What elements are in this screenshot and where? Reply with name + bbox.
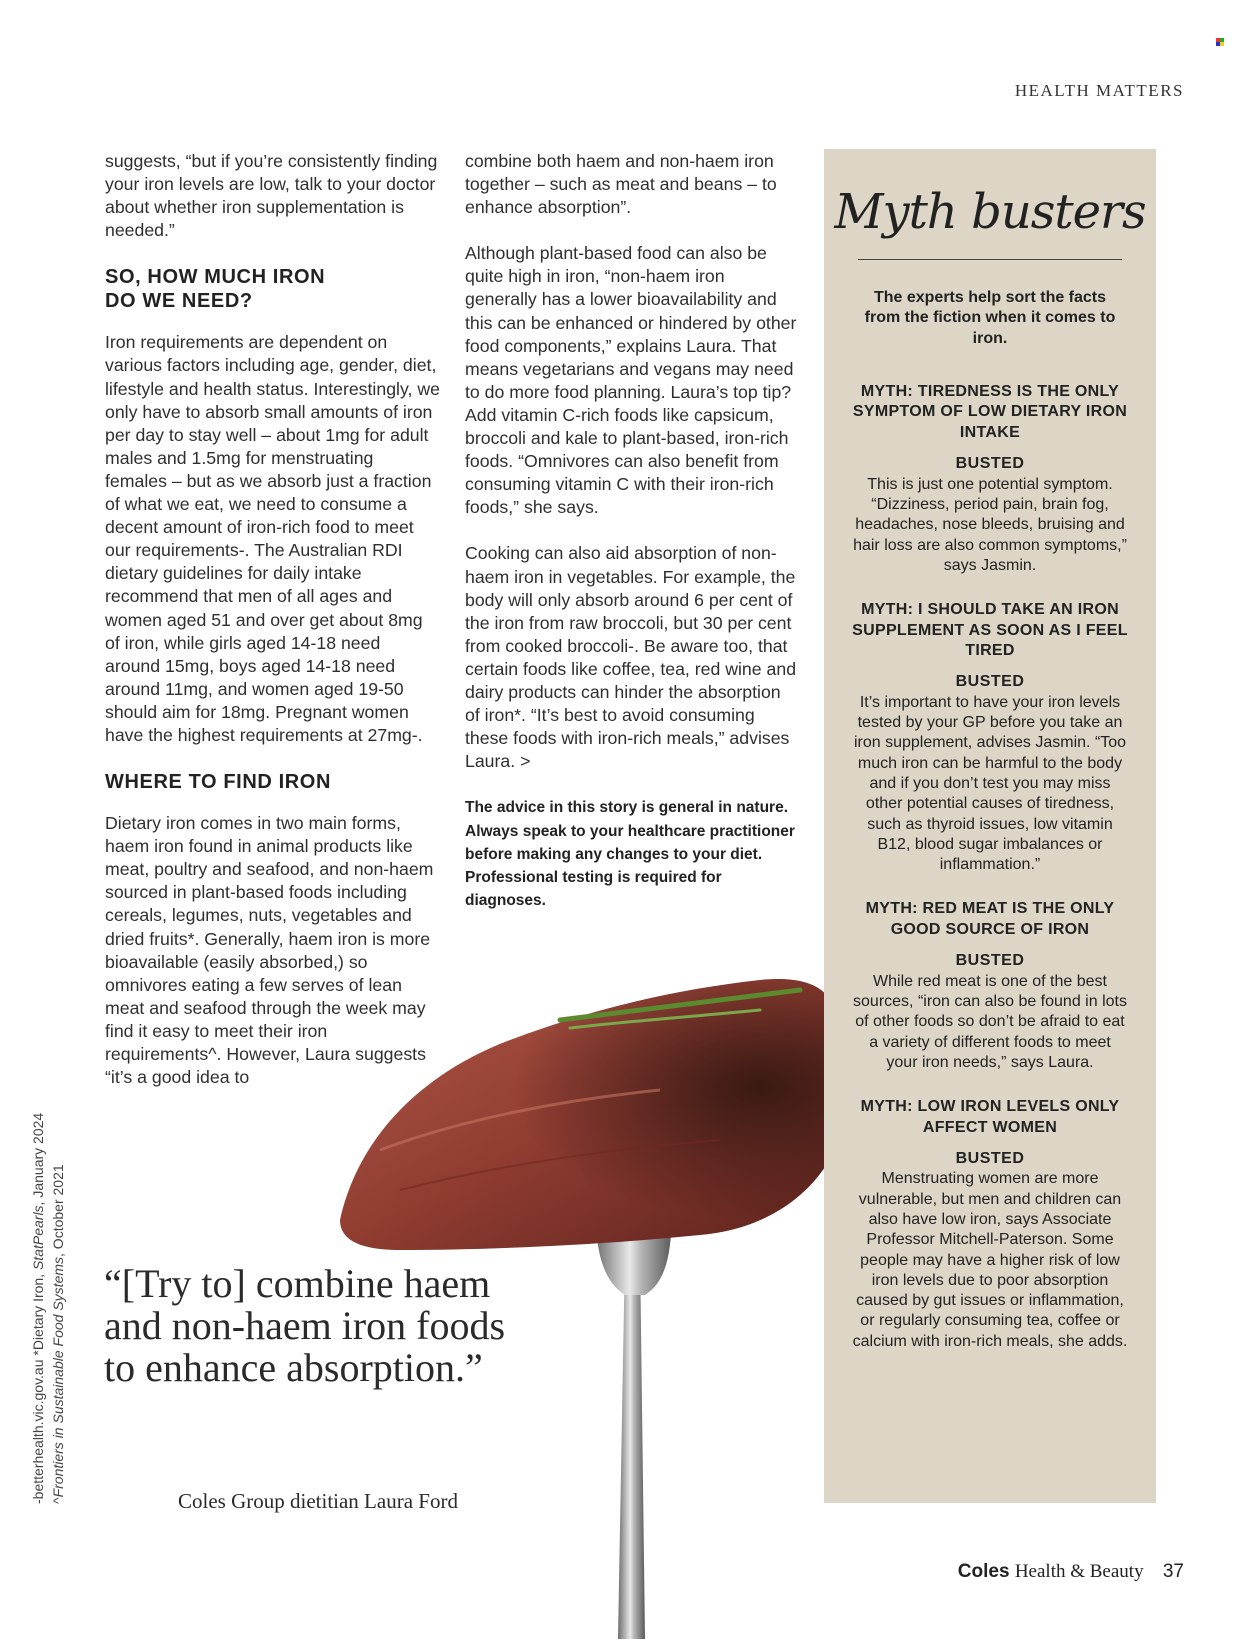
myth-item xyxy=(852,382,1128,576)
color-bar-mark xyxy=(1216,33,1224,41)
subheading: WHERE TO FIND IRON xyxy=(105,771,331,794)
disclaimer: The advice in this story is general in nature. Always speak to your healthcare practitioner before making any changes to your diet. Professional testing is required for diagnoses. xyxy=(465,799,795,910)
myth-item xyxy=(852,1097,1128,1352)
section-label: HEALTH MATTERS xyxy=(1014,81,1184,100)
footnotes xyxy=(28,1064,68,1504)
pull-quote: “[Try to] combine haem and non-haem iron foods to enhance absorption.” xyxy=(104,1261,506,1390)
myth-title: MYTH: RED MEAT IS THE ONLY GOOD SOURCE OF IRON xyxy=(865,900,1115,938)
myth-body: It’s important to have your iron levels tested by your GP before you take an iron supplement, advises Jasmin. “Too much iron can be harmful to the body and if you don’t test you may miss other potential causes of tiredness, such as thyroid issues, low vitamin B12, blood sugar imbalances or inflammation.” xyxy=(853,693,1127,874)
page-footer xyxy=(958,1561,1184,1583)
myth-verdict: BUSTED xyxy=(955,673,1025,691)
subheading: SO, HOW MUCH IRON DO WE NEED? xyxy=(105,266,326,313)
pull-quote-attribution: Coles Group dietitian Laura Ford xyxy=(178,1489,458,1513)
myth-title: MYTH: TIREDNESS IS THE ONLY SYMPTOM OF LOW DIETARY IRON INTAKE xyxy=(852,383,1128,441)
paragraph: combine both haem and non-haem iron together – such as meat and beans – to enhance absorption”. xyxy=(465,151,777,218)
sidebar-title: Myth busters xyxy=(834,184,1146,240)
footnote-line: ^Frontiers in Sustainable Food Systems, October 2021 xyxy=(50,1164,66,1504)
myth-title: MYTH: I SHOULD TAKE AN IRON SUPPLEMENT AS SOON AS I FEEL TIRED xyxy=(852,601,1128,659)
myth-item xyxy=(852,899,1128,1073)
paragraph: Although plant-based food can also be quite high in iron, “non-haem iron generally has a lower bioavailability and this can be enhanced or hindered by other food components,” explains Laura. That means vegetarians and vegans may need to do more food planning. Laura’s top tip? Add vitamin C-rich foods like capsicum, broccoli and kale to plant-based, iron-rich foods. “Omnivores can also benefit from consuming vitamin C with their iron-rich foods,” she says. xyxy=(465,243,797,518)
footer-tagline: Health & Beauty xyxy=(1014,1561,1144,1582)
paragraph: Iron requirements are dependent on various factors including age, gender, diet, lifestyle and health status. Interestingly, we only have to absorb small amounts of iron per day to stay well – about 1mg for adult males and 1.5mg for menstruating females – but as we absorb just a fraction of what we eat, we need to consume a decent amount of iron-rich food to meet our requirements-. The Australian RDI dietary guidelines for daily intake recommend that men of all ages and women aged 51 and over get about 8mg of iron, while girls aged 14-18 need around 15mg, boys aged 14-18 need around 11mg, and women aged 19-50 should aim for 18mg. Pregnant women have the highest requirements at 27mg-. xyxy=(105,332,440,745)
myth-verdict: BUSTED xyxy=(955,952,1025,970)
myth-body: Menstruating women are more vulnerable, but men and children can also have low iron, says Associate Professor Mitchell-Paterson. Some people may have a higher risk of low iron levels due to poor absorption caused by gut issues or inflammation, or regularly consuming tea, coffee or calcium with iron-rich meals, she adds. xyxy=(852,1170,1128,1350)
myth-verdict: BUSTED xyxy=(955,455,1025,473)
myth-verdict: BUSTED xyxy=(955,1149,1025,1167)
article-column-2 xyxy=(465,150,800,912)
myth-busters-sidebar xyxy=(824,149,1156,1503)
myth-title: MYTH: LOW IRON LEVELS ONLY AFFECT WOMEN xyxy=(860,1098,1120,1136)
sidebar-intro: The experts help sort the facts from the fiction when it comes to iron. xyxy=(864,289,1116,347)
divider xyxy=(858,259,1122,260)
footnote-line: -betterhealth.vic.gov.au *Dietary Iron, StatPearls, January 2024 xyxy=(30,1112,46,1504)
paragraph: suggests, “but if you’re consistently finding your iron levels are low, talk to your doctor about whether iron supplementation is needed.” xyxy=(105,151,438,241)
paragraph: Dietary iron comes in two main forms, haem iron found in animal products like meat, poultry and seafood, and non-haem sourced in plant-based foods including cereals, legumes, nuts, vegetables and dried fruits*. Generally, haem iron is more bioavailable (easily absorbed,) so omnivores eating a few serves of lean meat and seafood through the week may find it easy to meet their iron requirements^. However, Laura suggests “it’s a good idea to xyxy=(105,813,434,1088)
paragraph: Cooking can also aid absorption of non-haem iron in vegetables. For example, the body will only absorb around 6 per cent of the iron from raw broccoli, but 30 per cent from cooked broccoli-. Be aware too, that certain foods like coffee, tea, red wine and dairy products can hinder the absorption of iron*. “It’s best to avoid consuming these foods with iron-rich meals,” advises Laura. > xyxy=(465,543,797,772)
myth-body: While red meat is one of the best sources, “iron can also be found in lots of other foods so don’t be afraid to eat a variety of different foods to meet your iron needs,” says Laura. xyxy=(853,972,1127,1071)
myth-body: This is just one potential symptom. “Dizziness, period pain, brain fog, headaches, nose bleeds, bruising and hair loss are also common symptoms,” says Jasmin. xyxy=(853,475,1127,574)
footer-brand: Coles xyxy=(957,1561,1010,1582)
myth-item xyxy=(852,600,1128,875)
myth-list xyxy=(852,382,1128,1376)
page-number: 37 xyxy=(1162,1561,1184,1582)
